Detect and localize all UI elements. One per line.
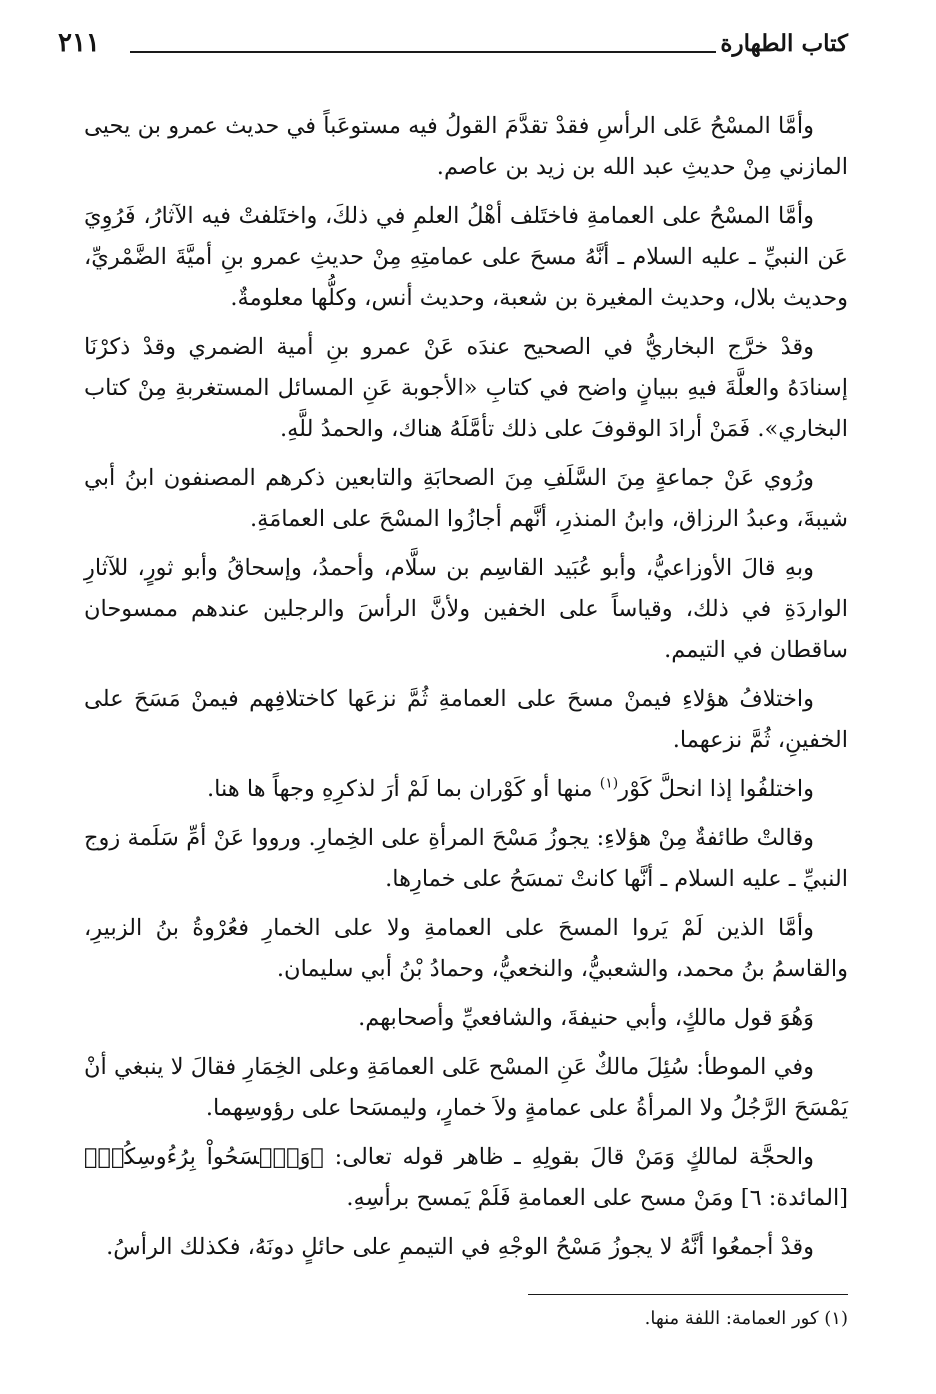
paragraph-tayammum: وقدْ أجمعُوا أنَّهُ لا يجوزُ مَسْحُ الوجْهِ في التيممِ على حائلٍ دونَهُ، فكذلك الرأسُ.: [106, 1234, 814, 1260]
quran-verse: ﴿وَٱمۡسَحُواْ بِرُءُوسِكُمۡ﴾: [84, 1144, 324, 1170]
footnote: (١) كور العمامة: اللفة منها.: [644, 1308, 848, 1329]
running-title: كتاب الطهارة: [720, 30, 848, 57]
paragraph-head-mask: وأمَّا المسْحُ عَلى الرأسِ فقدْ تقدَّمَ القولُ فيه مستوعَباً في حديث عمرو بن يحيى المازني مِنْ حديثِ عبد الله بن زيد بن عاصم.: [84, 113, 848, 180]
paragraph-verse: [84, 1137, 848, 1219]
footnote-rule: [528, 1294, 848, 1295]
paragraph-turban-hadith: وأمَّا المسْحُ على العمامةِ فاختَلف أهْلُ العلمِ في ذلكَ، واختَلفتْ فيه الآثارُ، فَرُوِيَ عَن النبيِّ ـ عليه السلام ـ أنَّهُ مسحَ على عمامتِهِ مِنْ حديثِ عمرو بنِ أميَّةَ الضَّمْريِّ، وحديث بلال، وحديث المغيرة بن شعبة، وحديث أنس، وكلُّها معلومةٌ.: [84, 203, 848, 311]
page-number: ٢١١: [58, 28, 100, 58]
paragraph-salaf: ورُوي عَنْ جماعةٍ مِنَ السَّلَفِ مِنَ الصحابَةِ والتابعين ذكرهم المصنفون ابنُ أبي شيبةَ، وعبدُ الرزاق، وابنُ المنذرِ، أنَّهم أجازُوا المسْحَ على العمامَةِ.: [84, 465, 848, 532]
kor-text-before: واختلفُوا إذا انحلَّ كَوْر: [618, 776, 814, 802]
paragraph-awzai: وبهِ قالَ الأوزاعيُّ، وأبو عُبَيد القاسِم بن سلَّام، وأحمدُ، وإسحاقُ وأبو ثورٍ، للآثارِ الواردَةِ في ذلك، وقياساً على الخفين ولأنَّ الرأسَ والرجلين عندهم ممسوحان ساقطان في التيمم.: [84, 555, 848, 663]
running-head: [58, 26, 848, 66]
verse-text-before: والحجَّة لمالكٍ وَمَنْ قالَ بقولِهِ ـ ظاهر قوله تعالى:: [323, 1144, 814, 1170]
verse-text-after: [المائدة: ٦] ومَنْ مسح على العمامةِ فَلَمْ يَمسح برأسِهِ.: [346, 1185, 848, 1211]
kor-text-after: منها أو كَوْران بما لَمْ أرَ لذكرِهِ وجهاً ها هنا.: [207, 776, 600, 802]
paragraph-muwatta: وفي الموطأ: سُئِلَ مالكٌ عَنِ المسْح عَلى العمامَةِ وعلى الخِمَارِ فقالَ لا ينبغي أنْ يَمْسَحَ الرَّجُلُ ولا المرأةُ على عمامةٍ ولاَ خمارٍ، وليمسَحا على رؤوسِهما.: [84, 1054, 848, 1121]
paragraph-removal: واختلافُ هؤلاءِ فيمنْ مسحَ على العمامةِ ثُمَّ نزعَها كاختلافِهم فيمنْ مَسَحَ على الخفينِ، ثُمَّ نزعهما.: [84, 686, 848, 753]
header-rule: [130, 51, 716, 53]
paragraph-kor: [84, 769, 848, 810]
main-text: [84, 106, 848, 1276]
paragraph-khimar: وقالتْ طائفةٌ مِنْ هؤلاءِ: يجوزُ مَسْحَ المرأةِ على الخِمارِ. ورووا عَنْ أمِّ سَلَمة زوج النبيِّ ـ عليه السلام ـ أنَّها كانتْ تمسَحُ على خمارِها.: [84, 825, 848, 892]
paragraph-bukhari: وقدْ خرَّج البخاريُّ في الصحيح عندَه عَنْ عمرو بنِ أمية الضمري وقدْ ذكرْنَا إسنادَهُ والعلَّةَ فيهِ ببيانٍ واضح في كتابِ «الأجوبة عَنِ المسائل المستغربةِ مِنْ كتاب البخاري». فَمَنْ أرادَ الوقوفَ على ذلك تأمَّلَهُ هناك، والحمدُ للَّهِ.: [84, 334, 848, 442]
paragraph-malik: وَهُوَ قول مالكٍ، وأبي حنيفةَ، والشافعيِّ وأصحابهم.: [358, 1005, 814, 1031]
paragraph-opponents: وأمَّا الذين لَمْ يَروا المسحَ على العمامةِ ولا على الخمارِ فعُرْوةُ بنُ الزبيرِ، والقاسمُ بنُ محمد، والشعبيُّ، والنخعيُّ، وحمادُ بْنُ أبي سليمان.: [84, 915, 848, 982]
footnote-marker: (١): [599, 775, 619, 792]
